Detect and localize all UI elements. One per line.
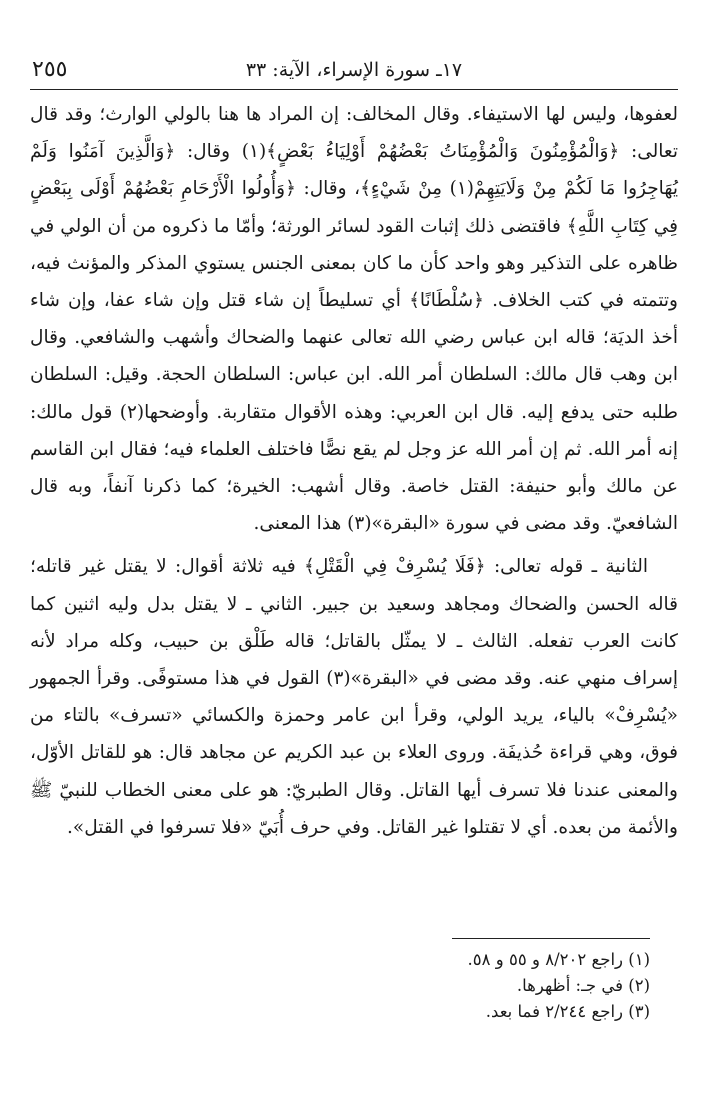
paragraph-2: الثانية ـ قوله تعالى: ﴿فَلَا يُسْرِفْ فِي الْقَتْلِ﴾ فيه ثلاثة أقوال: لا يقتل غير قاتله؛ قاله الحسن والضحاك ومجاهد وسعيد بن جبير. الثاني ـ لا يقتل بدل وليه اثنين كما كانت العرب تفعله. الثالث ـ لا يمثّل بالقاتل؛ قاله طَلْق بن حبيب، وكله مراد لأنه إسراف منهي عنه. وقد مضى في «البقرة»(٣) القول في هذا مستوفًى. وقرأ الجمهور «يُسْرِفْ» بالياء، يريد الولي، وقرأ ابن عامر وحمزة والكسائي «تسرف» بالتاء من فوق، وهي قراءة حُذيفَة. وروى العلاء بن عبد الكريم عن مجاهد قال: هو للقاتل الأوّل، والمعنى عندنا فلا تسرف أيها القاتل. وقال الطبريّ: هو على معنى الخطاب للنبيّ ﷺ والأئمة من بعده. أي لا تقتلوا غير القاتل. وفي حرف أُبَيّ «فلا تسرفوا في القتل».: [30, 556, 679, 838]
paragraph-1: لعفوها، وليس لها الاستيفاء. وقال المخالف: إن المراد ها هنا بالولي الوارث؛ وقد قال تعالى: ﴿وَالْمُؤْمِنُونَ وَالْمُؤْمِنَاتُ بَعْضُهُمْ أَوْلِيَاءُ بَعْضٍ﴾(١) وقال: ﴿وَالَّذِينَ آمَنُوا وَلَمْ يُهَاجِرُوا مَا لَكُمْ مِنْ وَلَايَتِهِمْ(١) مِنْ شَيْءٍ﴾، وقال: ﴿وَأُولُوا الْأَرْحَامِ بَعْضُهُمْ أَوْلَى بِبَعْضٍ فِي كِتَابِ اللَّهِ﴾ فاقتضى ذلك إثبات القود لسائر الورثة؛ وأمّا ما ذكروه من أن الولي في ظاهره على التذكير وهو واحد كأن ما كان بمعنى الجنس يستوي المذكر والمؤنث فيه، وتتمته في كتب الخلاف. ﴿سُلْطَانًا﴾ أي تسليطاً إن شاء قتل وإن شاء عفا، وإن شاء أخذ الديَة؛ قاله ابن عباس رضي الله تعالى عنهما والضحاك وأشهب والشافعي. وقال ابن وهب قال مالك: السلطان أمر الله. ابن عباس: السلطان الحجة. وقيل: السلطان طلبه حتى يدفع إليه. قال ابن العربي: وهذه الأقوال متقاربة. وأوضحها(٢) قول مالك: إنه أمر الله. ثم إن أمر الله عز وجل لم يقع نصًّا فاختلف العلماء فيه؛ فقال ابن القاسم عن مالك وأبو حنيفة: القتل خاصة. وقال أشهب: الخيرة؛ كما ذكرنا آنفاً، وبه قال الشافعيّ. وقد مضى في سورة «البقرة»(٣) هذا المعنى.: [30, 104, 678, 535]
page-header: [30, 52, 678, 92]
footnote-3: (٣) راجع ٢/٢٤٤ فما بعد.: [485, 1002, 650, 1021]
footnote-divider: [452, 938, 650, 939]
running-title: ١٧ـ سورة الإسراء، الآية: ٣٣: [245, 59, 463, 81]
header-divider: [30, 89, 678, 90]
footnote-2: (٢) في جـ: أظهرها.: [516, 976, 650, 995]
footnotes: [30, 948, 650, 1026]
page-number: ٢٥٥: [32, 57, 68, 82]
main-text: [30, 96, 678, 846]
footnote-1: (١) راجع ٨/٢٠٢ و ٥٥ و ٥٨.: [467, 950, 650, 969]
